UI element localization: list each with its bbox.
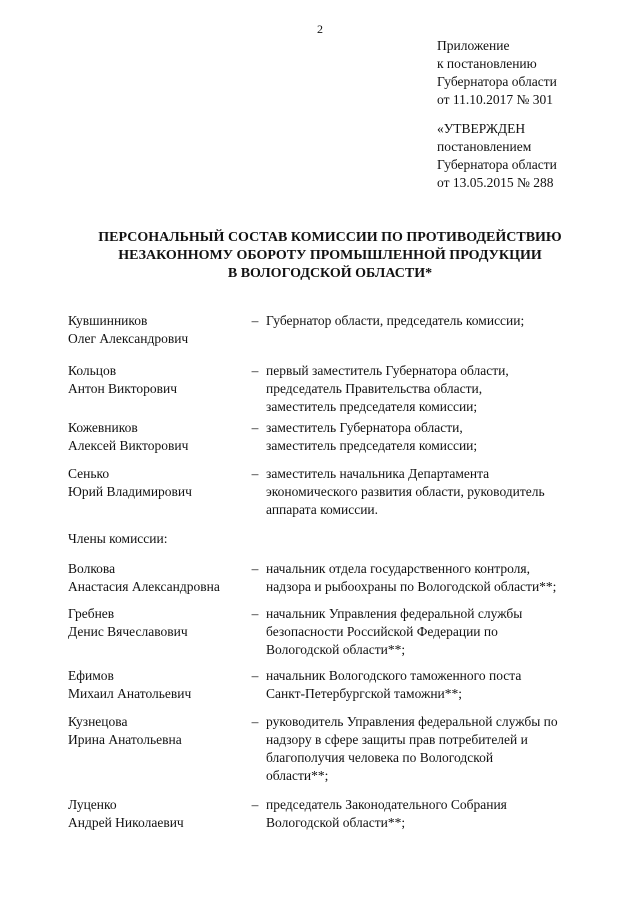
person-surname: Ефимов bbox=[68, 668, 114, 683]
person-position bbox=[266, 796, 628, 832]
entry-dash: – bbox=[251, 363, 259, 378]
person-given-names: Михаил Анатольевич bbox=[68, 686, 192, 701]
person-position bbox=[266, 605, 628, 659]
person-given-names: Денис Вячеславович bbox=[68, 624, 188, 639]
approved-line: от 13.05.2015 № 288 bbox=[437, 175, 554, 190]
position-line: безопасности Российской Федерации по bbox=[266, 624, 498, 639]
person-given-names: Анастасия Александровна bbox=[68, 579, 220, 594]
person-given-names: Антон Викторович bbox=[68, 381, 178, 396]
appendix-line: к постановлению bbox=[437, 56, 537, 71]
person-given-names: Ирина Анатольевна bbox=[68, 732, 182, 747]
position-line: надзора и рыбоохраны по Вологодской области**; bbox=[266, 579, 557, 594]
person-position bbox=[266, 465, 628, 519]
position-line: руководитель Управления федеральной службы по bbox=[266, 714, 558, 729]
appendix-line: Губернатора области bbox=[437, 74, 557, 89]
position-line: заместитель начальника Департамента bbox=[266, 466, 490, 481]
entry-dash: – bbox=[251, 714, 259, 729]
approved-line: постановлением bbox=[437, 139, 532, 154]
position-line: начальник отдела государственного контроля, bbox=[266, 561, 530, 576]
position-line: председатель Правительства области, bbox=[266, 381, 483, 396]
person-position bbox=[266, 419, 628, 455]
person-given-names: Андрей Николаевич bbox=[68, 815, 184, 830]
person-given-names: Олег Александрович bbox=[68, 331, 189, 346]
entry-dash: – bbox=[251, 420, 259, 435]
approved-line: Губернатора области bbox=[437, 157, 557, 172]
person-position bbox=[266, 713, 628, 785]
person-position bbox=[266, 362, 628, 416]
position-line: председатель Законодательного Собрания bbox=[266, 797, 507, 812]
title-line: ПЕРСОНАЛЬНЫЙ СОСТАВ КОМИССИИ ПО ПРОТИВОДЕЙСТВИЮ bbox=[98, 230, 562, 245]
person-surname: Кузнецова bbox=[68, 714, 128, 729]
person-name bbox=[68, 465, 248, 501]
position-line: начальник Управления федеральной службы bbox=[266, 606, 523, 621]
person-surname: Луценко bbox=[68, 797, 117, 812]
position-line: Санкт-Петербургской таможни**; bbox=[266, 686, 463, 701]
person-name bbox=[68, 312, 248, 348]
person-surname: Сенько bbox=[68, 466, 110, 481]
position-line: экономического развития области, руководитель bbox=[266, 484, 545, 499]
appendix-line: от 11.10.2017 № 301 bbox=[437, 92, 553, 107]
appendix-line: Приложение bbox=[437, 38, 510, 53]
position-line: Вологодской области**; bbox=[266, 642, 406, 657]
person-name bbox=[68, 605, 248, 641]
position-line: области**; bbox=[266, 768, 329, 783]
person-surname: Кувшинников bbox=[68, 313, 148, 328]
position-line: благополучия человека по Вологодской bbox=[266, 750, 494, 765]
entry-dash: – bbox=[251, 606, 259, 621]
person-name bbox=[68, 419, 248, 455]
person-surname: Гребнев bbox=[68, 606, 115, 621]
members-heading: Члены комиссии: bbox=[68, 531, 168, 546]
position-line: надзору в сфере защиты прав потребителей и bbox=[266, 732, 528, 747]
person-position bbox=[266, 560, 628, 596]
position-line: Вологодской области**; bbox=[266, 815, 406, 830]
person-surname: Кольцов bbox=[68, 363, 117, 378]
page-number: 2 bbox=[317, 22, 323, 36]
person-surname: Кожевников bbox=[68, 420, 138, 435]
position-line: заместитель председателя комиссии; bbox=[266, 399, 478, 414]
position-line: начальник Вологодского таможенного поста bbox=[266, 668, 522, 683]
entry-dash: – bbox=[251, 466, 259, 481]
person-position bbox=[266, 667, 628, 703]
title-line: НЕЗАКОННОМУ ОБОРОТУ ПРОМЫШЛЕННОЙ ПРОДУКЦИИ bbox=[118, 248, 542, 263]
approved-line: «УТВЕРЖДЕН bbox=[437, 121, 526, 136]
person-surname: Волкова bbox=[68, 561, 116, 576]
person-name bbox=[68, 667, 248, 703]
document-title bbox=[40, 229, 620, 283]
appendix-note bbox=[437, 37, 632, 109]
person-name bbox=[68, 713, 248, 749]
entry-dash: – bbox=[251, 668, 259, 683]
position-line: первый заместитель Губернатора области, bbox=[266, 363, 509, 378]
person-name bbox=[68, 796, 248, 832]
person-name bbox=[68, 362, 248, 398]
person-given-names: Юрий Владимирович bbox=[68, 484, 192, 499]
approved-note bbox=[437, 120, 632, 192]
position-line: заместитель председателя комиссии; bbox=[266, 438, 478, 453]
title-line: В ВОЛОГОДСКОЙ ОБЛАСТИ* bbox=[227, 266, 433, 281]
position-line: Губернатор области, председатель комиссии; bbox=[266, 313, 525, 328]
person-name bbox=[68, 560, 248, 596]
entry-dash: – bbox=[251, 313, 259, 328]
person-position bbox=[266, 312, 628, 330]
entry-dash: – bbox=[251, 797, 259, 812]
position-line: заместитель Губернатора области, bbox=[266, 420, 463, 435]
position-line: аппарата комиссии. bbox=[266, 502, 379, 517]
person-given-names: Алексей Викторович bbox=[68, 438, 189, 453]
entry-dash: – bbox=[251, 561, 259, 576]
